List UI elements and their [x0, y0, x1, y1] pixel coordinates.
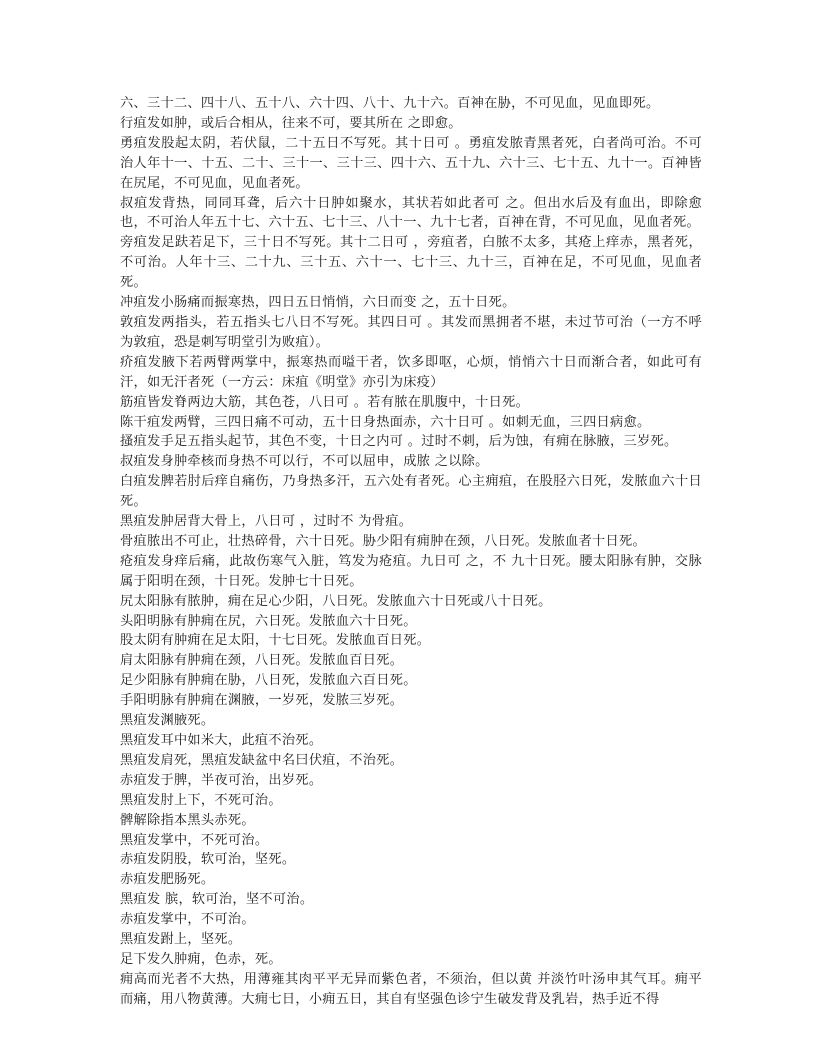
paragraph: 疮疽发身痒后痛，此故伤寒气入脏，笃发为疮疽。九日可 之，不 九十日死。腰太阳脉有肿，交脉属于阳明在颈，十日死。发肿七十日死。 [120, 553, 702, 589]
paragraph: 头阳明脉有肿痈在尻，六日死。发脓血六十日死。 [120, 613, 417, 629]
paragraph: 赤疽发于脾，半夜可治，出岁死。 [120, 772, 323, 788]
paragraph: 髀解除指本黑头赤死。 [120, 812, 255, 828]
paragraph: 六、三十二、四十八、五十八、六十四、八十、九十六。百神在胁，不可见血，见血即死。 [120, 96, 660, 111]
paragraph: 白疽发脾若肘后痒自痛伤，乃身热多汗，五六处有者死。心主痈疽，在股胫六日死，发脓血六十日死。 [120, 474, 702, 510]
paragraph: 黑疽发渊腋死。 [120, 713, 215, 729]
paragraph: 旁疽发足趺若足下，三十日不写死。其十二日可 ，旁疽者，白脓不太多，其疮上痒赤，黑者死，不可治。人年十三、二十九、三十五、六十一、七十三、九十三，百神在足，不可见血，见血者死。 [120, 235, 702, 291]
paragraph: 赤疽发肥肠死。 [120, 872, 215, 888]
paragraph: 叔疽发身肿牵核而身热不可以行，不可以屈申，成脓 之以除。 [120, 454, 489, 470]
paragraph: 黑疽发耳中如米大，此疽不治死。 [120, 733, 323, 748]
paragraph: 肩太阳脉有肿痈在颈，八日死。发脓血百日死。 [120, 653, 404, 669]
paragraph: 痈高而光者不大热，用薄雍其肉平平无异而紫色者，不须治，但以黄 并淡竹叶汤申其气耳。痈平而痛，用八物黄薄。大痈七日，小痈五日，其自有坚强色诊宁生破发背及乳岩，热手近不得 [120, 971, 702, 1007]
paragraph: 行疽发如肿，或后合相从，往来不可，要其所在 之即愈。 [120, 115, 462, 131]
paragraph: 足下发久肿痈，色赤，死。 [120, 951, 282, 967]
paragraph: 黑疽发掌中，不死可治。 [120, 832, 269, 848]
paragraph: 疥疽发腋下若两臂两掌中，振寒热而嗌干者，饮多即呕，心烦，悄悄六十日而渐合者，如此可有汗，如无汗者死（一方云：床疽《明堂》亦引为床疫） [120, 354, 702, 390]
paragraph: 股太阴有肿痈在足太阳，十七日死。发脓血百日死。 [120, 633, 431, 649]
paragraph: 赤疽发掌中，不可治。 [120, 912, 255, 928]
paragraph: 筋疽皆发脊两边大筋，其色苍，八日可 。若有脓在肌腹中，十日死。 [120, 394, 530, 410]
paragraph: 冲疽发小肠痛而振寒热，四日五日悄悄，六日而变 之，五十日死。 [120, 295, 516, 311]
paragraph: 黑疽发肩死，黑疽发缺盆中名曰伏疽，不治死。 [120, 752, 404, 768]
paragraph: 黑疽发肿居背大骨上，八日可 ，过时不 为骨疽。 [120, 514, 413, 530]
paragraph: 骨疽脓出不可止，壮热碎骨，六十日死。胁少阳有痈肿在颈，八日死。发脓血者十日死。 [120, 533, 647, 549]
paragraph: 敦疽发两指头，若五指头七八日不写死。其四日可 。其发而黑拥者不堪，未过节可治（一方不呼为敦疽，恐是刺写明堂引为败疽）。 [120, 314, 702, 350]
paragraph: 叔疽发背热，同同耳聋，后六十日肿如聚水，其状若如此者可 之。但出水后及有血出，即除愈也，不可治人年五十七、六十五、七十三、八十一、九十七者，百神在背，不可见血，见血者死。 [120, 195, 702, 231]
document-page [120, 94, 702, 1010]
paragraph: 勇疽发股起太阴，若伏鼠，二十五日不写死。其十日可 。勇疽发脓青黑者死，白者尚可治。不可治人年十一、十五、二十、三十一、三十三、四十六、五十九、六十三、七十五、九十一。百神皆在尻尾，不可见血，见血者死。 [120, 135, 702, 191]
paragraph: 陈干疽发两臂，三四日痛不可动，五十日身热面赤，六十日可 。如刺无血，三四日病愈。 [120, 414, 651, 430]
paragraph: 手阳明脉有肿痈在渊腋，一岁死，发脓三岁死。 [120, 693, 404, 709]
paragraph: 搔疽发手足五指头起节，其色不变，十日之内可 。过时不刺，后为蚀，有痈在脉腋，三岁死。 [120, 434, 678, 450]
paragraph: 黑疽发跗上，坚死。 [120, 932, 242, 948]
paragraph: 黑疽发肘上下，不死可治。 [120, 792, 282, 808]
paragraph: 尻太阳脉有脓肿，痈在足心少阳，八日死。发脓血六十日死或八十日死。 [120, 593, 552, 609]
paragraph: 足少阳脉有肿痈在胁，八日死，发脓血六百日死。 [120, 673, 417, 689]
paragraph: 黑疽发 膑，软可治，坚不可治。 [120, 892, 314, 908]
paragraph: 赤疽发阴股，软可治，坚死。 [120, 852, 296, 868]
